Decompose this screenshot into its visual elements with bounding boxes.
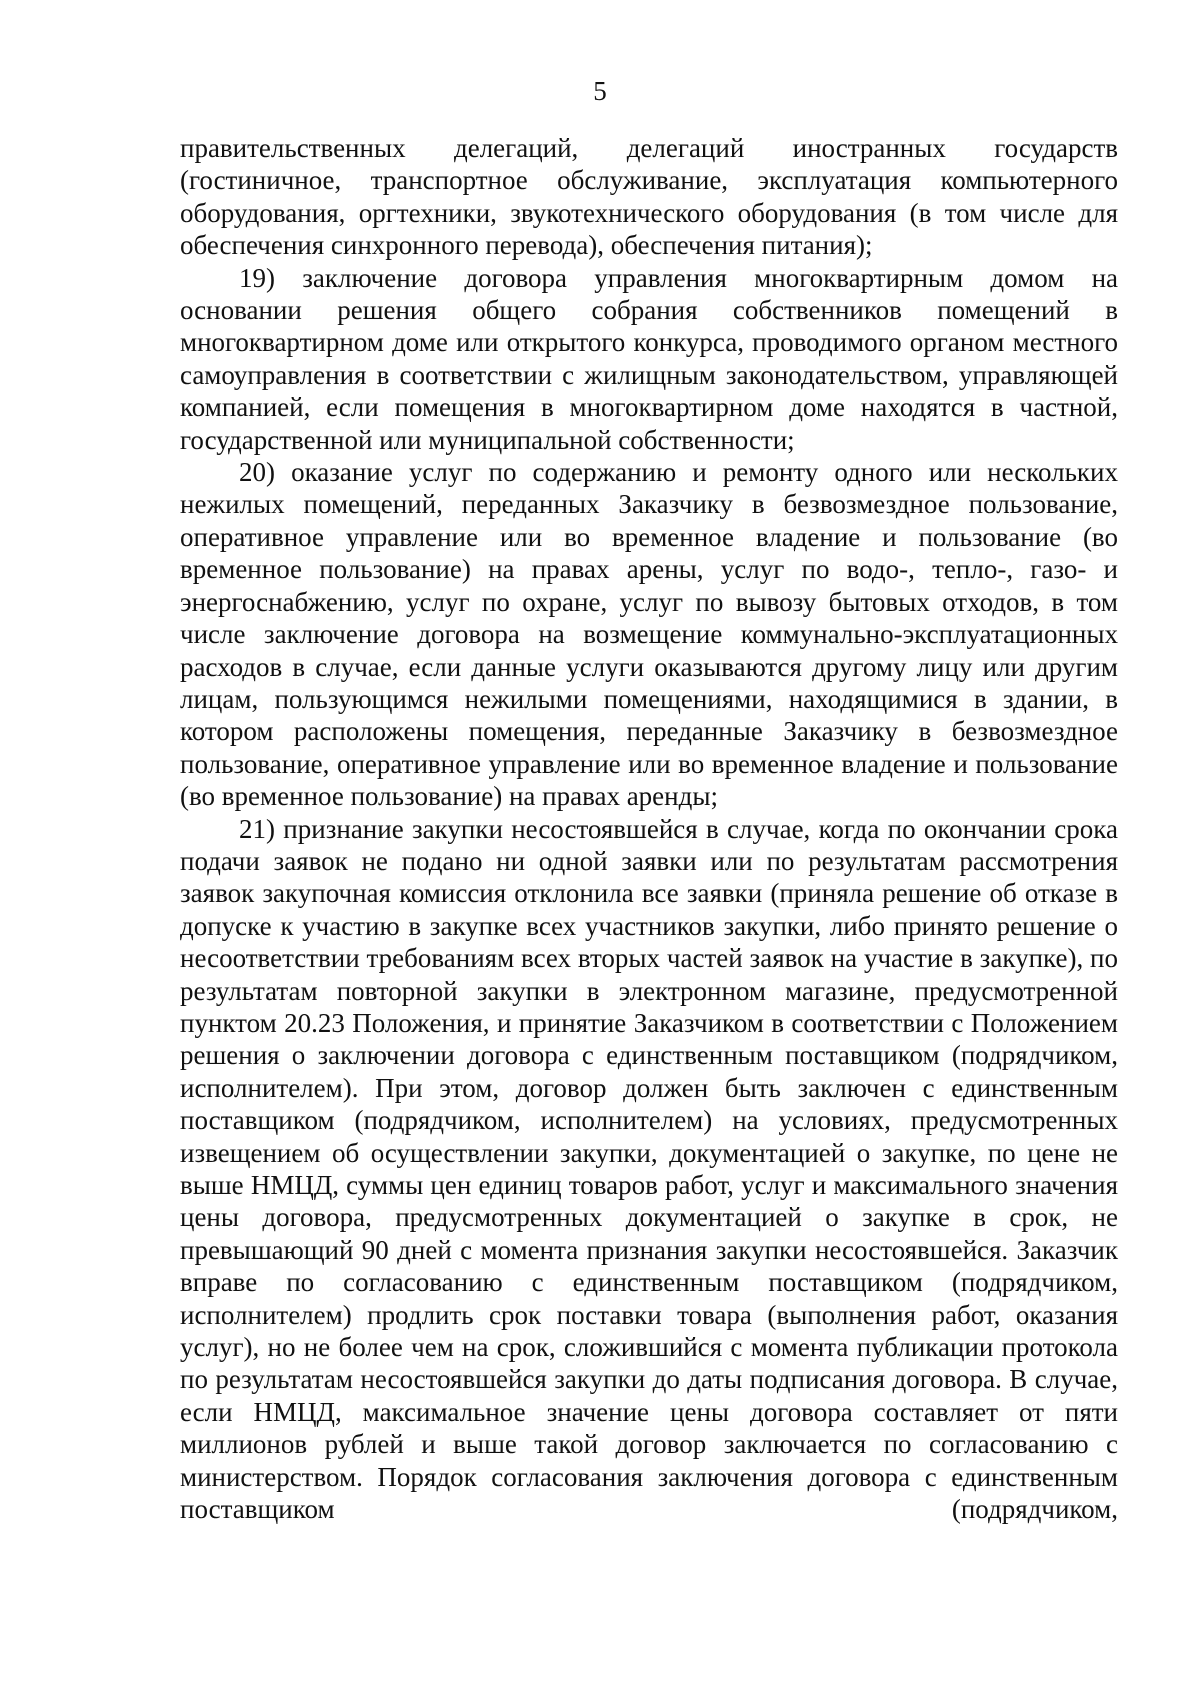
paragraph-item-21: 21) признание закупки несостоявшейся в случае, когда по окончании срока подачи заявок не подано ни одной заявки или по результатам рассмотрения заявок закупочная комиссия отклонила все заявки (приняла решение об отказе в допуске к участию в закупке всех участников закупки, либо принято решение о несоответствии требованиям всех вторых частей заявок на участие в закупке), по результатам повторной закупки в электронном магазине, предусмотренной пунктом 20.23 Положения, и принятие Заказчиком в соответствии с Положением решения о заключении договора с единственным поставщиком (подрядчиком, исполнителем). При этом, договор должен быть заключен с единственным поставщиком (подрядчиком, исполнителем) на условиях, предусмотренных извещением об осуществлении закупки, документацией о закупке, по цене не выше НМЦД, суммы цен единиц товаров работ, услуг и максимального значения цены договора, предусмотренных документацией о закупке в срок, не превышающий 90 дней с момента признания закупки несостоявшейся. Заказчик вправе по согласованию с единственным поставщиком (подрядчиком, исполнителем) продлить срок поставки товара (выполнения работ, оказания услуг), но не более чем на срок, сложившийся с момента публикации протокола по результатам несостоявшейся закупки до даты подписания договора. В случае, если НМЦД, максимальное значение цены договора составляет от пяти миллионов рублей и выше такой договор заключается по согласованию с министерством. Порядок согласования заключения договора с единственным поставщиком (подрядчиком,: [180, 813, 1118, 1525]
paragraph-item-20: 20) оказание услуг по содержанию и ремонту одного или нескольких нежилых помещений, переданных Заказчику в безвозмездное пользование, оперативное управление или во временное владение и пользование (во временное пользование) на правах арены, услуг по водо-, тепло-, газо- и энергоснабжению, услуг по охране, услуг по вывозу бытовых отходов, в том числе заключение договора на возмещение коммунально-эксплуатационных расходов в случае, если данные услуги оказываются другому лицу или другим лицам, пользующимся нежилыми помещениями, находящимися в здании, в котором расположены помещения, переданные Заказчику в безвозмездное пользование, оперативное управление или во временное владение и пользование (во временное пользование) на правах аренды;: [180, 457, 1118, 812]
page-number: 5: [593, 76, 607, 106]
document-body: [180, 132, 1118, 1525]
paragraph-continuation: правительственных делегаций, делегаций иностранных государств (гостиничное, транспортное обслуживание, эксплуатация компьютерного оборудования, оргтехники, звукотехнического оборудования (в том числе для обеспечения синхронного перевода), обеспечения питания);: [180, 133, 1118, 261]
paragraph-item-19: 19) заключение договора управления многоквартирным домом на основании решения общего собрания собственников помещений в многоквартирном доме или открытого конкурса, проводимого органом местного самоуправления в соответствии с жилищным законодательством, управляющей компанией, если помещения в многоквартирном доме находятся в частной, государственной или муниципальной собственности;: [180, 262, 1118, 455]
